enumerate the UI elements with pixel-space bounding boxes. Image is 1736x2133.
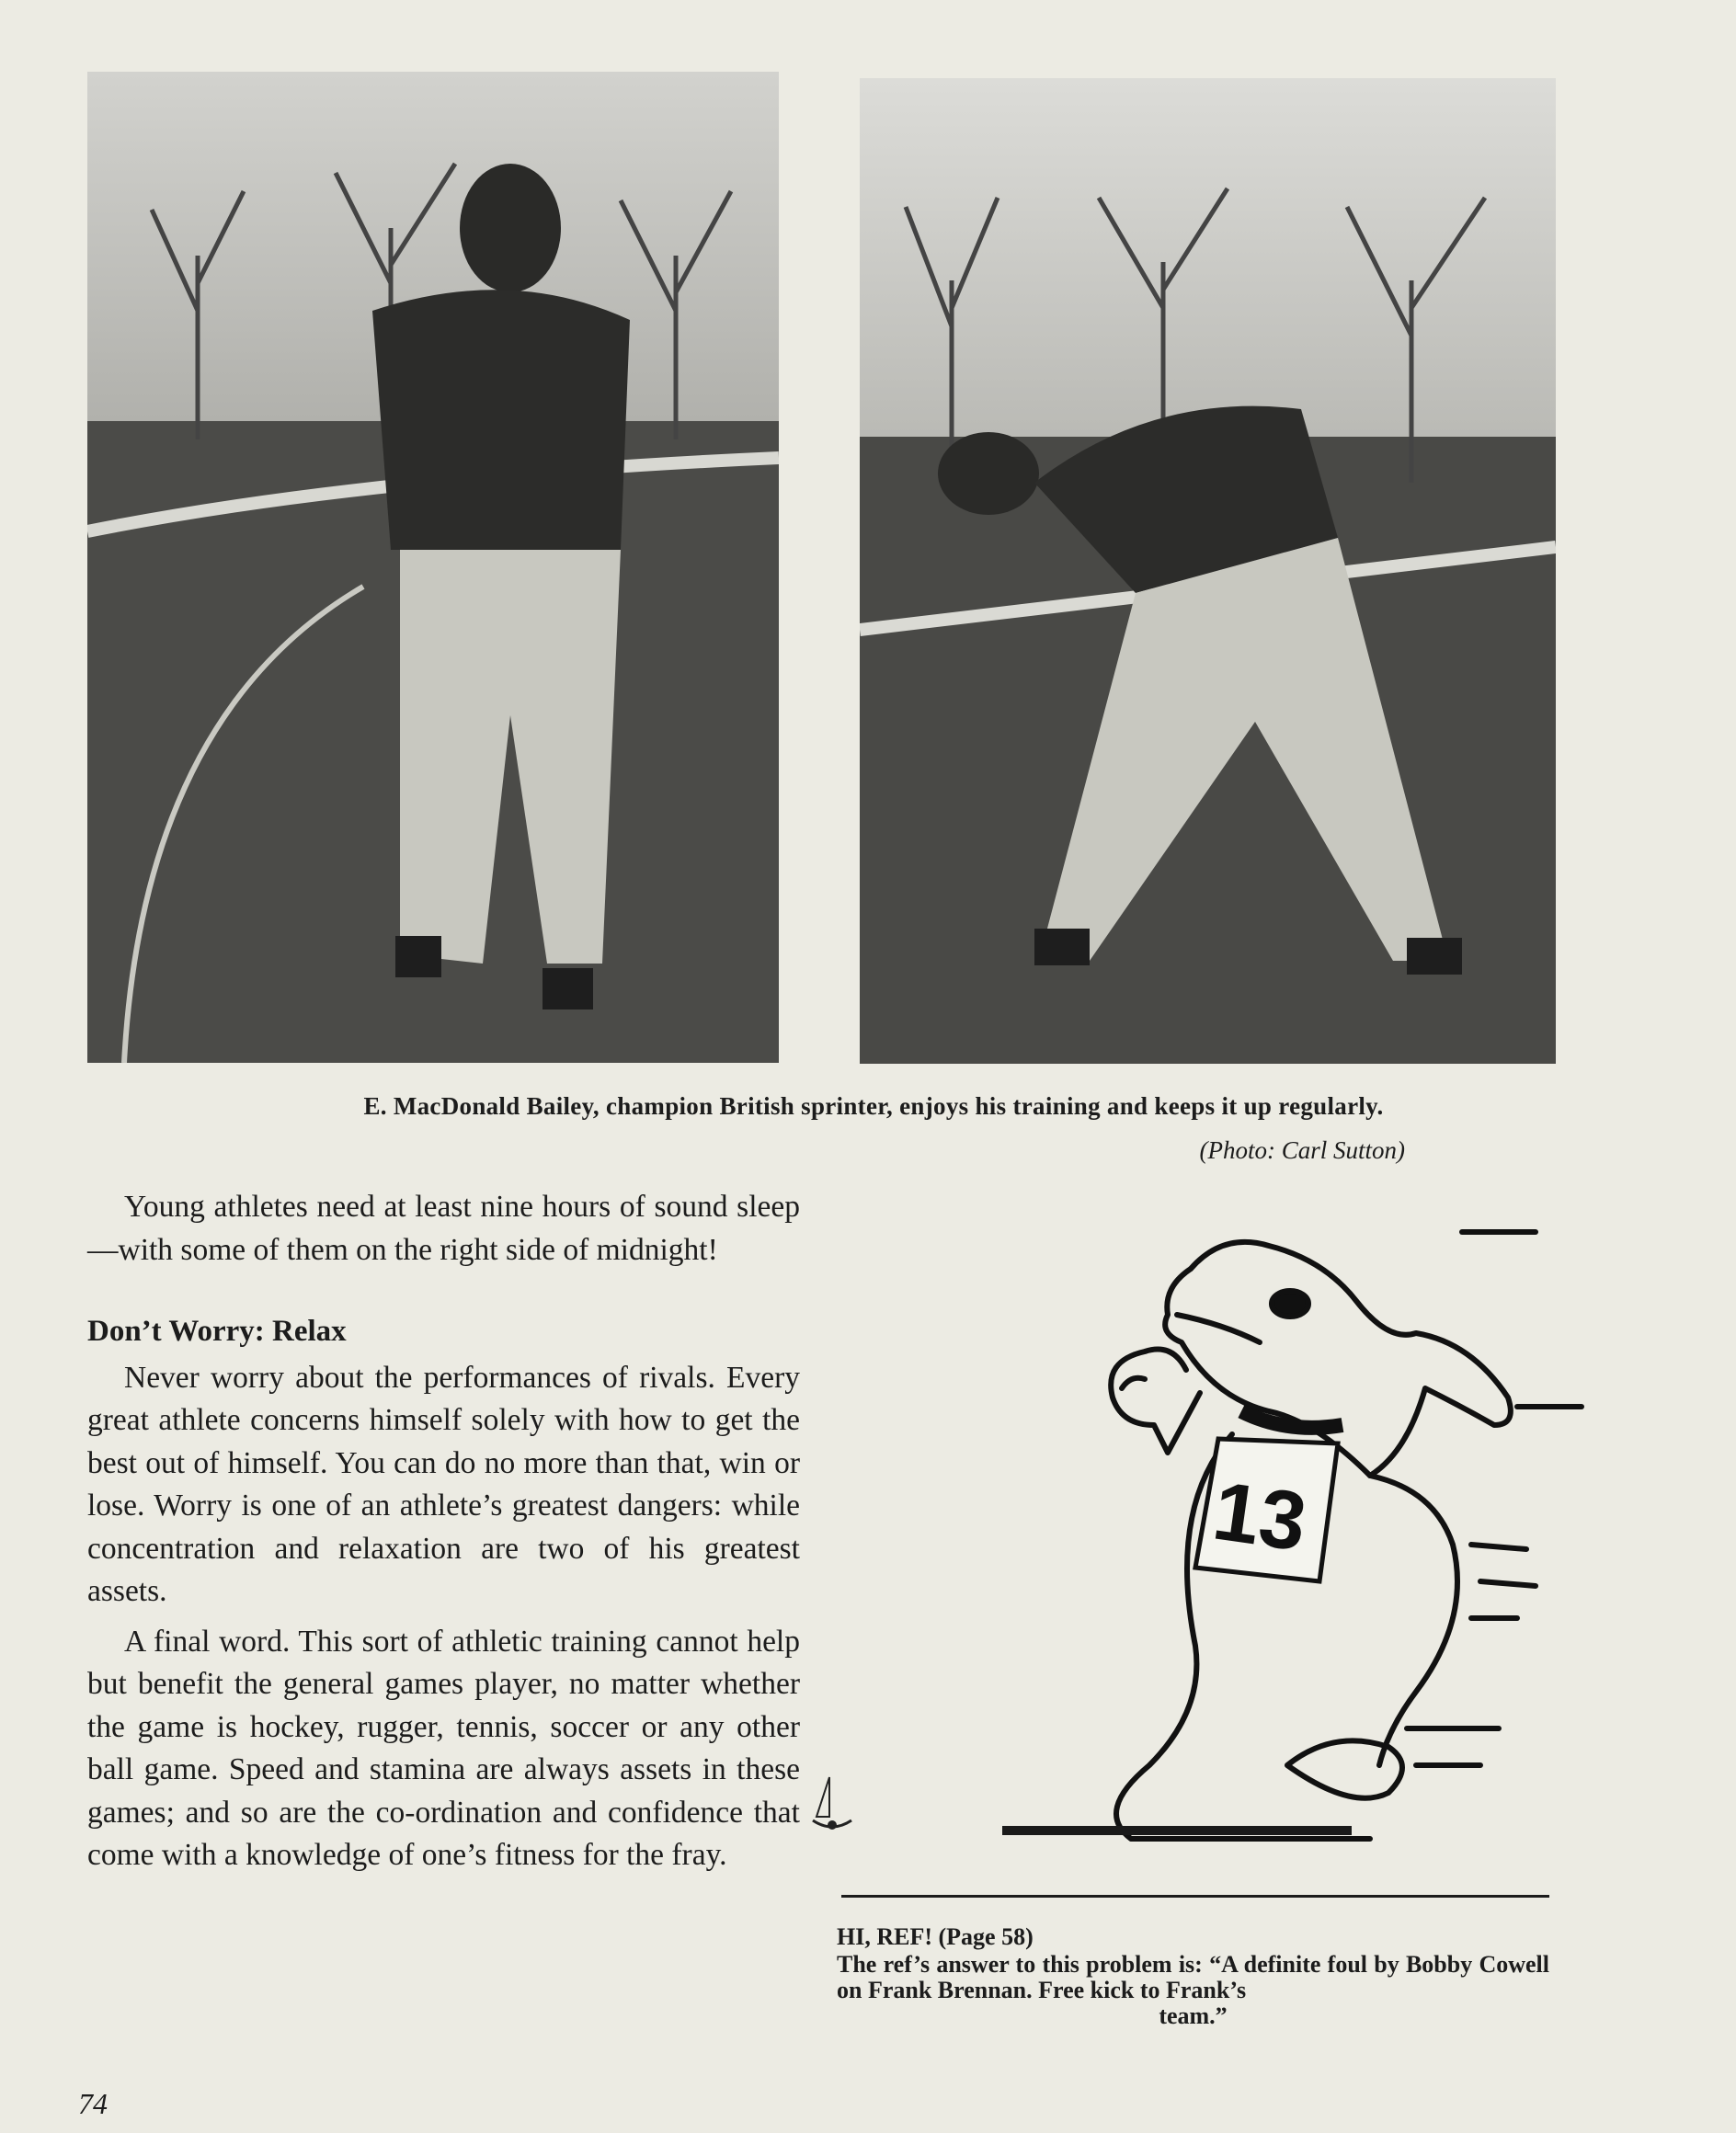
cartoon-ground-shadow [1002, 1826, 1352, 1835]
hi-ref-title: HI, REF! (Page 58) [837, 1923, 1034, 1950]
hi-ref-box [837, 1924, 1549, 2029]
hi-ref-answer: The ref’s answer to this problem is: “A definite foul by Bobby Cowell on Frank Brennan. Free kick to Frank’s [837, 1951, 1549, 2003]
photo-sprinter-running [87, 72, 779, 1063]
photo-credit: (Photo: Carl Sutton) [1199, 1136, 1405, 1164]
section-heading: Don’t Worry: Relax [87, 1315, 347, 1348]
cartoon-bib-number: 13 [1207, 1465, 1312, 1569]
paragraph-sleep: Young athletes need at least nine hours of sound sleep—with some of them on the right side of midnight! [87, 1190, 800, 1267]
paragraph-worry: Never worry about the performances of rivals. Every great athlete concerns himself solely with how to get the best out of himself. You can do no more than that, win or lose. Worry is one of an athlete’s greatest dangers: while concentration and relaxation are two of his greatest assets. [87, 1360, 800, 1608]
hi-ref-answer-end: team.” [1159, 2002, 1228, 2029]
paragraph-final-word: A final word. This sort of athletic training cannot help but benefit the general games player, no matter whether the game is hockey, rugger, tennis, soccer or any other ball game. Speed and stamina are always assets in these games; and so are the co-ordination and confidence that come with a knowledge of one’s fitness for the fray. [87, 1624, 800, 1872]
page-number: 74 [78, 2087, 108, 2120]
photo-caption: E. MacDonald Bailey, champion British sprinter, enjoys his training and keeps it up regularly. [363, 1092, 1384, 1120]
boat-ornament-icon [809, 1773, 855, 1837]
photo-sprinter-stretching [860, 78, 1556, 1064]
cartoon-running-dog [984, 1214, 1591, 1857]
article-column [87, 1186, 800, 1877]
divider-rule [841, 1895, 1549, 1898]
